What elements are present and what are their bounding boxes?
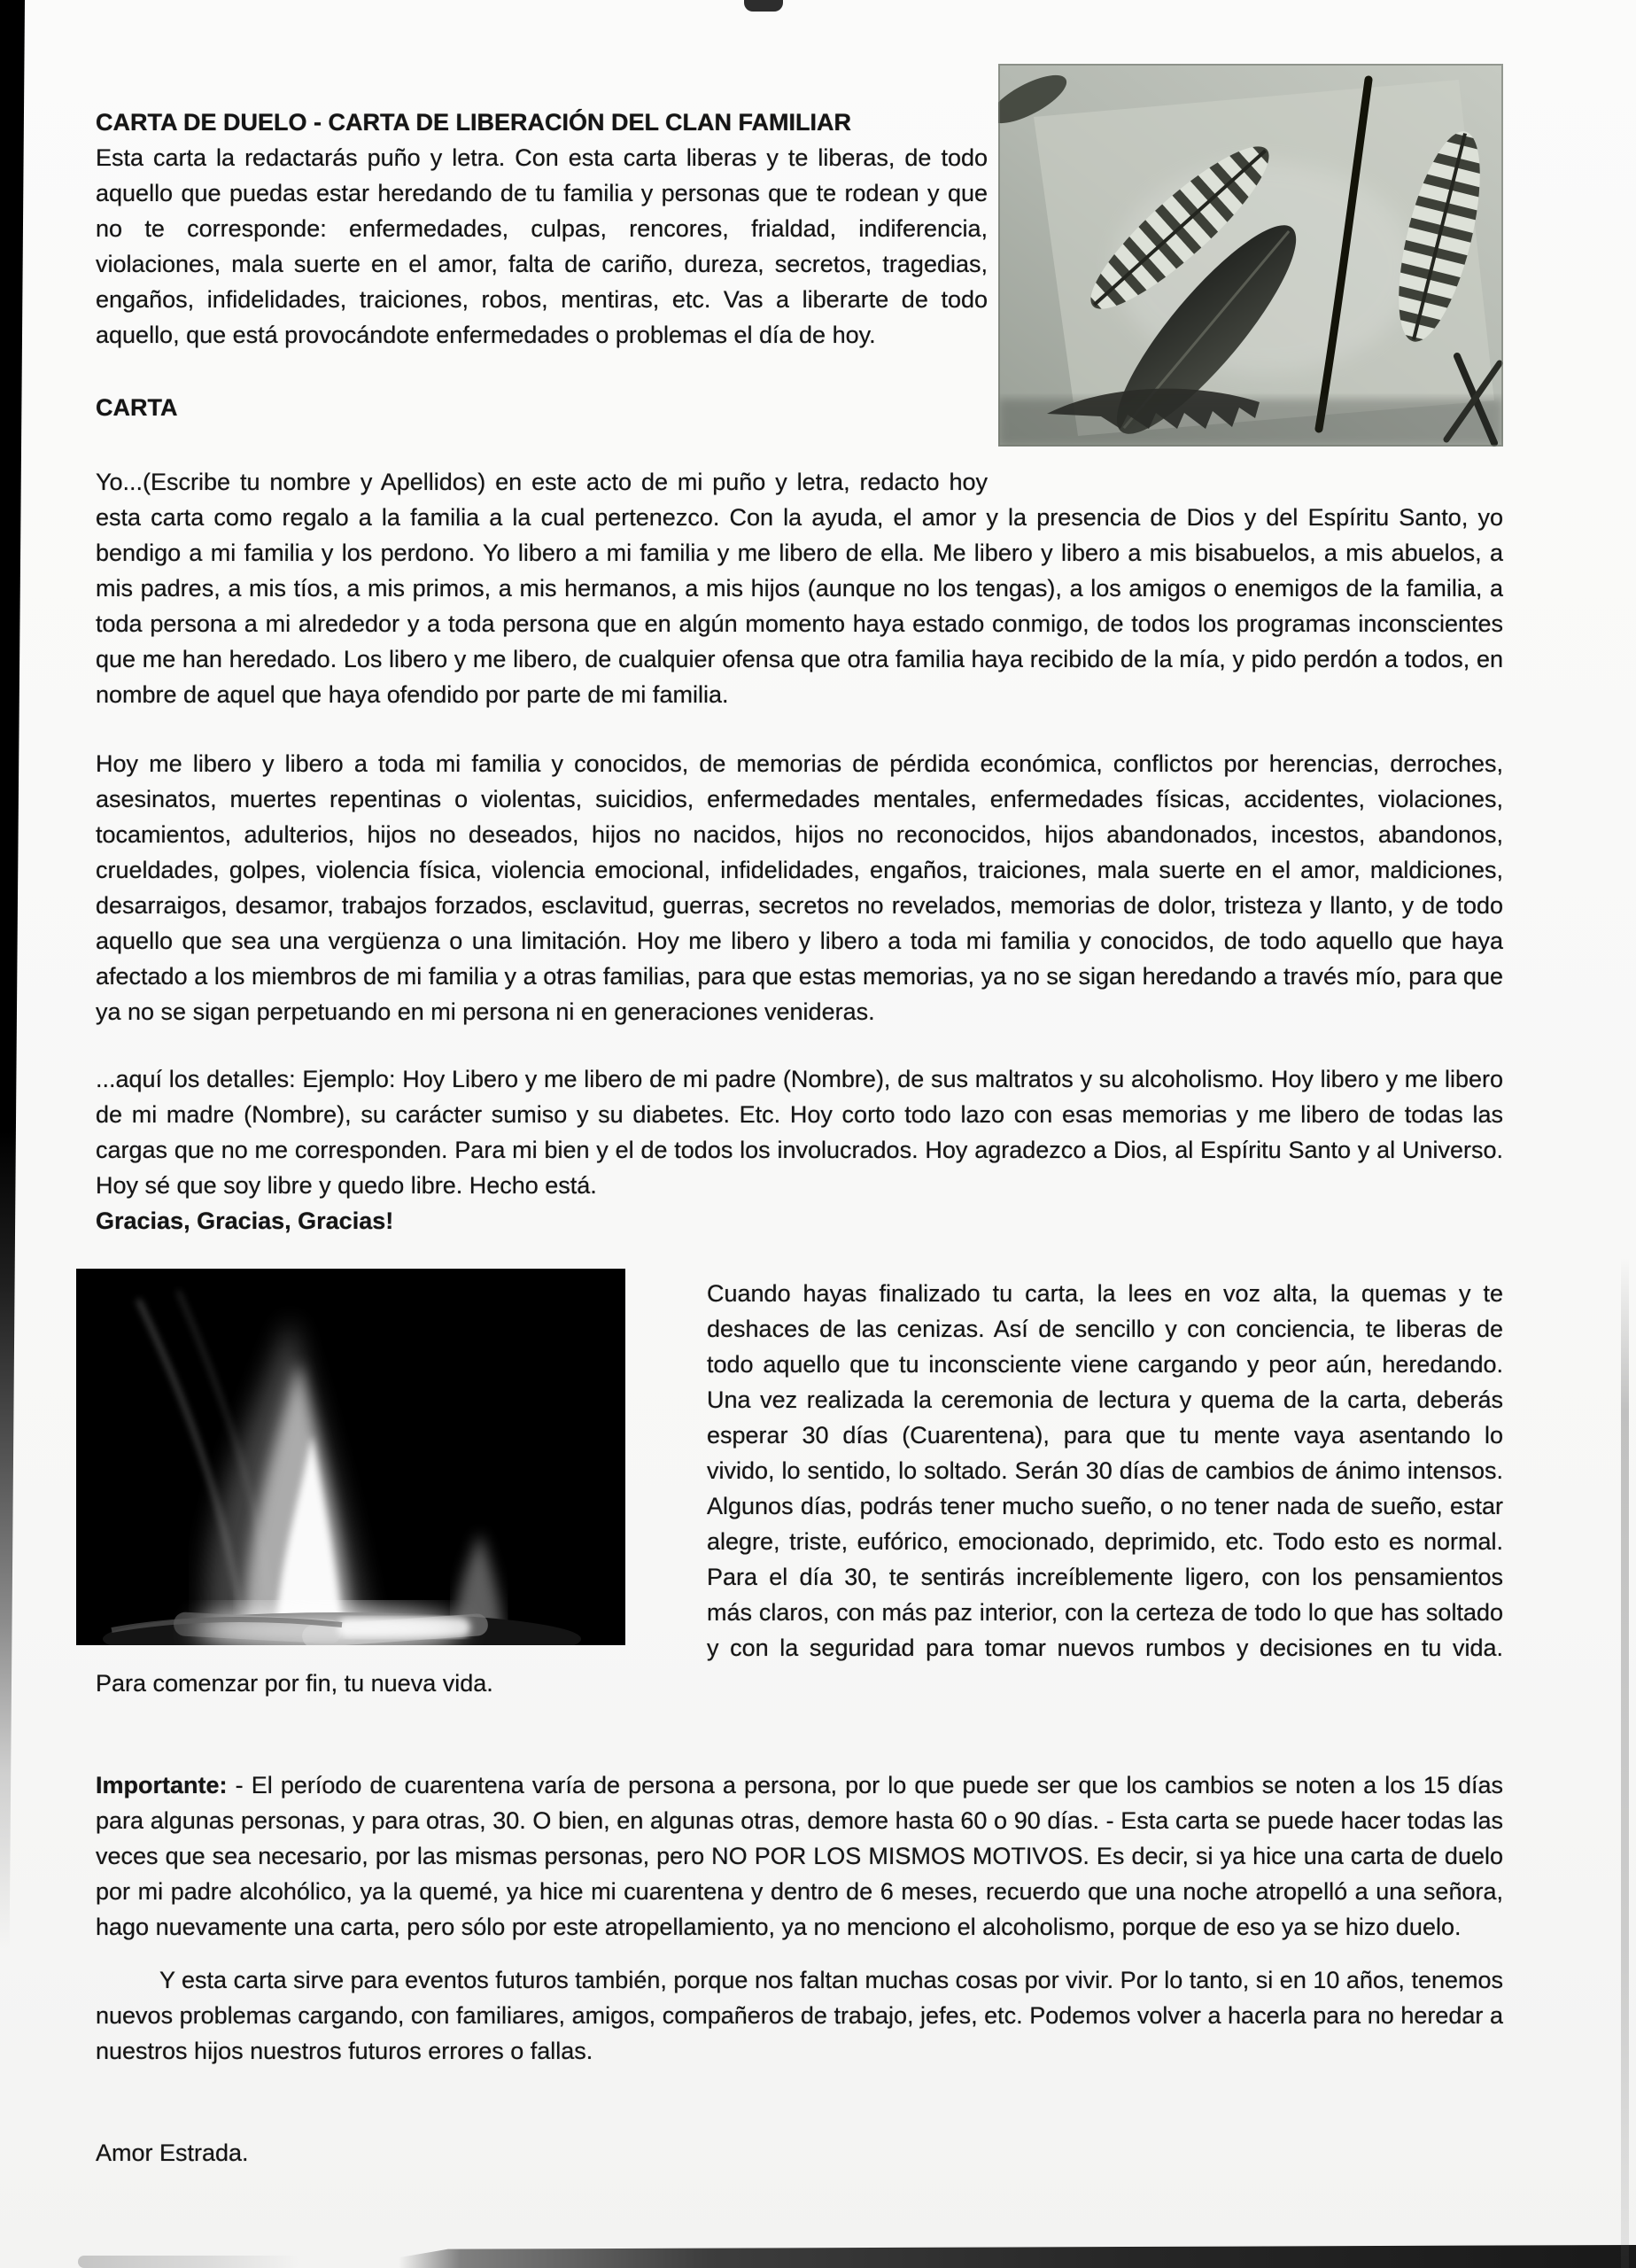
futuro-paragraph: Y esta carta sirve para eventos futuros también, porque nos faltan muchas cosas por vivir. Por lo tanto, si en 10 años, tenemos nuevos problemas cargando, con familiares, amigos, compañeros de trabajo, jefes, etc. Podemos volver a hacerla para no heredar a nuestros hijos nuestros futuros errores o fallas. — [96, 1967, 1503, 2064]
signature: Amor Estrada. — [96, 2140, 249, 2166]
liberacion-paragraph: Hoy me libero y libero a toda mi familia y conocidos, de memorias de pérdida económica, conflictos por herencias, derroches, asesinatos, muertes repentinas o violentas, suicidios, enfermedades mentales, enfermedades físicas, accidentes, violaciones, tocamientos, adulterios, hijos no deseados, hijos no nacidos, hijos no reconocidos, hijos abandonados, incestos, abandonos, crueldades, golpes, violencia física, violencia emocional, infidelidades, engaños, traiciones, mala suerte en el amor, maldiciones, desarraigos, desamor, trabajos forzados, esclavitud, guerras, secretos no revelados, memorias de dolor, tristeza y llanto, y de todo aquello que sea una vergüenza o una limitación. Hoy me libero y libero a toda mi familia y conocidos, de todo aquello que haya afectado a los miembros de mi familia y a otras familias, para que estas memorias, ya no se sigan heredando a través mío, para que ya no se sigan perpetuando en mi persona ni en generaciones venideras. — [96, 750, 1503, 1025]
importante-body: - El período de cuarentena varía de persona a persona, por lo que puede ser que los cambios se noten a los 15 días para algunas personas, y para otras, 30. O bien, en algunas otras, demore hasta 60 o 90 días. - Esta carta se puede hacer todas las veces que sea necesario, por las mismas personas, pero NO POR LOS MISMOS MOTIVOS. Es decir, si ya hice una carta de duelo por mi padre alcohólico, ya la quemé, ya hice mi cuarentena y dentro de 6 meses, recuerdo que una noche atropelló a una señora, hago nuevamente una carta, pero sólo por este atropellamiento, ya no menciono el alcoholismo, porque de eso ya se hizo duelo. — [96, 1772, 1503, 1940]
feathers-photo-graphic — [998, 64, 1503, 447]
gracias-line: Gracias, Gracias, Gracias! — [96, 1208, 394, 1234]
ceremonia-paragraph: Cuando hayas finalizado tu carta, la lees en voz alta, la quemas y te deshaces de las cenizas. Así de sencillo y con conciencia, te liberas de todo aquello que tu inconsciente viene cargando y peor aún, heredando. Una vez realizada la ceremonia de lectura y quema de la carta, deberás esperar 30 días (Cuarentena), para que tu mente vaya asentando lo vivido, lo sentido, lo soltado. Serán 30 días de cambios de ánimo intensos. Algunos días, podrás tener mucho sueño, o no tener nada de sueño, estar alegre, triste, eufórico, emocionado, deprimido, etc. Todo esto es normal. Para el día 30, te sentirás increíblemente ligero, con los pensamientos más claros, con más paz interior, con la certeza de todo lo que has soltado y con la seguridad para tomar nuevos rumbos y decisiones en tu vida. Para comenzar por fin, tu nueva vida. — [96, 1280, 1503, 1697]
detalles-paragraph: ...aquí los detalles: Ejemplo: Hoy Libero y me libero de mi padre (Nombre), de sus maltratos y su alcoholismo. Hoy libero y me libero de mi madre (Nombre), su carácter sumiso y su diabetes. Etc. Hoy corto todo lazo con esas memorias y me libero de todas las cargas que no me corresponden. Para mi bien y el de todos los involucrados. Hoy agradezco a Dios, al Espíritu Santo y al Universo. Hoy sé que soy libre y quedo libre. Hecho está. — [96, 1066, 1503, 1199]
carta-heading: CARTA — [96, 394, 178, 421]
scan-smudge-bottom-left — [78, 2256, 299, 2268]
importante-label: Importante: — [96, 1772, 228, 1798]
intro-paragraph: Esta carta la redactarás puño y letra. Con esta carta liberas y te liberas, de todo aquello que puedas estar heredando de tu familia y personas que te rodean y que no te corresponde: enfermedades, culpas, rencores, frialdad, indiferencia, violaciones, mala suerte en el amor, falta de cariño, dureza, secretos, tragedias, engaños, infidelidades, traiciones, robos, mentiras, etc. Vas a liberarte de todo aquello, que está provocándote enfermedades o problemas el día de hoy. — [96, 144, 988, 348]
fire-photo-graphic — [76, 1269, 625, 1645]
importante-paragraph — [96, 1767, 1503, 1945]
fire-photo — [76, 1269, 625, 1645]
scan-artifact-top — [744, 0, 783, 12]
feathers-photo — [998, 64, 1503, 447]
document-title: CARTA DE DUELO - CARTA DE LIBERACIÓN DEL CLAN FAMILIAR — [96, 109, 851, 136]
ceremony-section — [96, 1276, 1503, 1701]
scan-streak-right — [1621, 1258, 1629, 2268]
carta-body-paragraph: Yo...(Escribe tu nombre y Apellidos) en este acto de mi puño y letra, redacto hoy esta carta como regalo a la familia a la cual pertenezco. Con la ayuda, el amor y la presencia de Dios y del Espíritu Santo, yo bendigo a mi familia y los perdono. Yo libero a mi familia y me libero de ella. Me libero y libero a mis bisabuelos, a mis abuelos, a mis padres, a mis tíos, a mis primos, a mis hermanos, a mis hijos (aunque no los tengas), a los amigos o enemigos de la familia, a toda persona a mi alrededor y a toda persona que en algún momento haya estado conmigo, de todos los programas inconscientes que me han heredado. Los libero y me libero, de cualquier ofensa que otra familia haya recibido de la mía, y pido perdón a todos, en nombre de aquel que haya ofendido por parte de mi familia. — [96, 469, 1503, 708]
intro-section — [96, 105, 1503, 712]
